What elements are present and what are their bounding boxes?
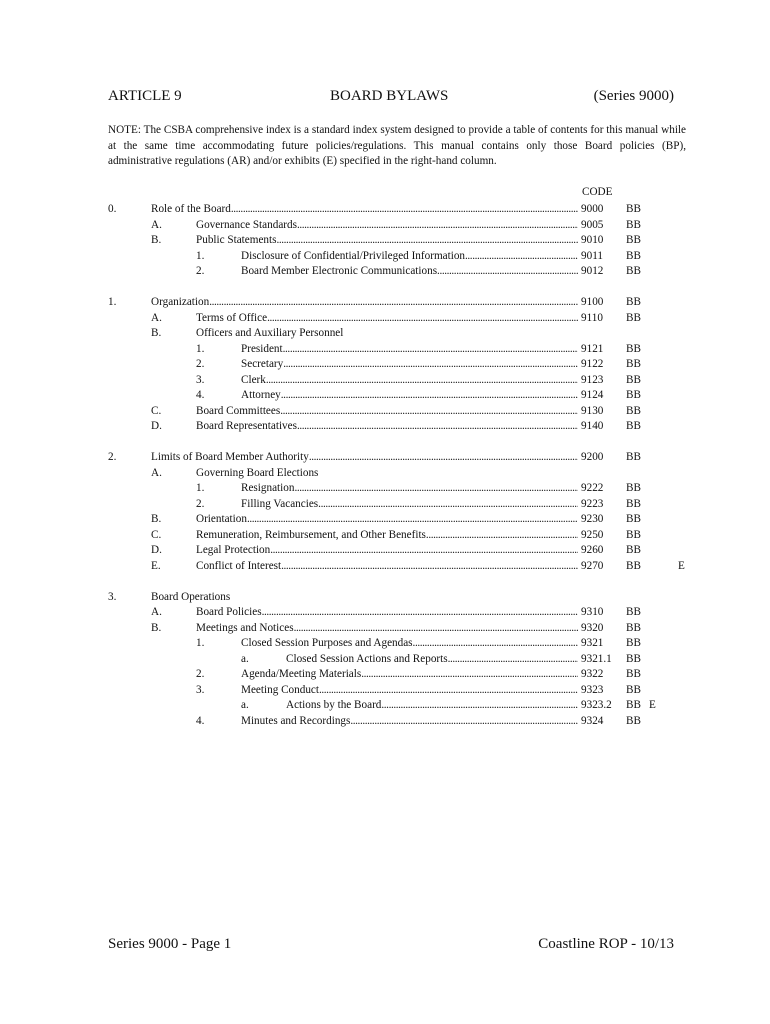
toc-entry (196, 512, 578, 528)
toc-row (108, 481, 708, 497)
entry-title: Actions by the Board (286, 699, 382, 711)
toc-section-row (108, 590, 708, 606)
toc-entry (241, 357, 578, 373)
item-label: 2. (196, 358, 205, 370)
entry-title: Governing Board Elections (196, 466, 319, 479)
toc-entry (151, 295, 578, 311)
toc-row (108, 404, 708, 420)
policy-code: 9230 (581, 513, 604, 525)
toc-section-row (108, 450, 708, 466)
entry-title: Limits of Board Member Authority (151, 451, 309, 463)
entry-title: Closed Session Actions and Reports (286, 652, 448, 665)
toc-entry (196, 543, 578, 559)
item-label: 1. (196, 637, 205, 649)
item-label: A. (151, 466, 162, 479)
entry-title: Closed Session Purposes and Agendas (241, 637, 413, 649)
policy-code: 9324 (581, 714, 604, 727)
toc-row (108, 342, 708, 358)
entry-title: Board Policies (196, 606, 262, 618)
policy-code: 9130 (581, 404, 604, 417)
bylaw-marker: BB (626, 234, 641, 246)
page-header (108, 88, 674, 110)
policy-code: 9010 (581, 234, 604, 246)
table-of-contents (108, 202, 708, 729)
entry-title: Attorney (241, 389, 281, 401)
policy-code: 9000 (581, 203, 604, 215)
toc-row (108, 698, 708, 714)
toc-entry (196, 621, 578, 637)
item-label: 2. (196, 265, 205, 277)
entry-title: Board Committees (196, 404, 281, 417)
bylaw-marker: BB (626, 358, 641, 370)
entry-title: Legal Protection (196, 544, 271, 556)
policy-code: 9123 (581, 373, 604, 386)
toc-entry (241, 342, 578, 358)
entry-title: Meeting Conduct (241, 683, 319, 696)
bylaw-marker: BB (626, 249, 641, 262)
entry-title: Minutes and Recordings (241, 714, 351, 727)
toc-entry (151, 450, 578, 466)
policy-code: 9320 (581, 621, 604, 634)
policy-code: 9270 (581, 559, 604, 572)
policy-code: 9321 (581, 637, 604, 649)
item-label: B. (151, 234, 162, 246)
item-label: A. (151, 606, 162, 618)
item-label: D. (151, 544, 162, 556)
toc-row (108, 652, 708, 668)
entry-title: Board Representatives (196, 420, 297, 432)
entry-title: Remuneration, Reimbursement, and Other Benefits (196, 528, 426, 541)
bylaw-marker: BB (626, 342, 641, 355)
toc-entry (241, 714, 578, 730)
entry-title: Officers and Auxiliary Personnel (196, 327, 344, 339)
item-label: 4. (196, 714, 205, 727)
toc-entry (241, 388, 578, 404)
item-label: B. (151, 621, 162, 634)
item-label: D. (151, 420, 162, 432)
policy-code: 9140 (581, 420, 604, 432)
item-label: 3. (196, 373, 205, 386)
toc-row (108, 683, 708, 699)
bylaw-marker: BB (626, 606, 641, 618)
policy-code: 9222 (581, 482, 604, 494)
bylaw-marker: BB (626, 497, 641, 510)
bylaw-marker: BB (626, 699, 641, 711)
article-label: ARTICLE 9 (108, 88, 182, 104)
toc-row (108, 326, 708, 342)
toc-row (108, 264, 708, 280)
policy-code: 9223 (581, 497, 604, 510)
bylaw-marker: BB (626, 714, 641, 727)
toc-entry (196, 233, 578, 249)
section-number: 1. (108, 296, 117, 308)
bylaw-marker: BB (626, 559, 641, 572)
series-label: (Series 9000) (593, 88, 674, 104)
toc-entry (196, 218, 578, 234)
policy-code: 9110 (581, 311, 603, 324)
footer-page-number: Series 9000 - Page 1 (108, 936, 232, 952)
toc-entry (241, 497, 578, 513)
bylaw-marker: BB (626, 652, 641, 665)
policy-code: 9323.2 (581, 699, 612, 711)
policy-code: 9100 (581, 296, 604, 308)
item-label: 1. (196, 249, 205, 262)
document-title: BOARD BYLAWS (330, 88, 449, 104)
toc-row (108, 233, 708, 249)
policy-code: 9121 (581, 342, 604, 355)
toc-entry (241, 264, 578, 280)
toc-entry (241, 481, 578, 497)
toc-row (108, 667, 708, 683)
entry-title: Clerk (241, 373, 266, 386)
section-number: 0. (108, 203, 117, 215)
bylaw-marker: BB (626, 482, 641, 494)
entry-title: Secretary (241, 358, 284, 370)
entry-title: Agenda/Meeting Materials (241, 668, 362, 680)
bylaw-marker: BB (626, 621, 641, 634)
bylaw-marker: BB (626, 404, 641, 417)
entry-title: Board Operations (151, 590, 231, 603)
entry-title: Public Statements (196, 234, 277, 246)
entry-title: Organization (151, 296, 210, 308)
policy-code: 9012 (581, 265, 604, 277)
item-label: a. (241, 699, 249, 711)
policy-code: 9124 (581, 389, 604, 401)
item-label: A. (151, 311, 162, 324)
entry-title: Orientation (196, 513, 247, 525)
toc-row (108, 249, 708, 265)
toc-section-row (108, 295, 708, 311)
policy-code: 9321.1 (581, 652, 612, 665)
toc-entry (196, 528, 578, 544)
toc-entry (241, 636, 578, 652)
bylaw-marker: BB (626, 544, 641, 556)
bylaw-marker: BB (626, 265, 641, 277)
policy-code: 9260 (581, 544, 604, 556)
item-label: 2. (196, 668, 205, 680)
toc-row (108, 466, 708, 482)
entry-title: Disclosure of Confidential/Privileged Information (241, 249, 466, 262)
item-label: 1. (196, 342, 205, 355)
toc-entry (196, 404, 578, 420)
toc-row (108, 528, 708, 544)
toc-entry (286, 698, 578, 714)
bylaw-marker: BB (626, 668, 641, 680)
toc-entry (241, 683, 578, 699)
toc-row (108, 543, 708, 559)
toc-row (108, 357, 708, 373)
bylaw-marker: BB (626, 451, 641, 463)
toc-row (108, 218, 708, 234)
section-number: 2. (108, 451, 117, 463)
bylaw-marker: BB (626, 389, 641, 401)
entry-title: Conflict of Interest (196, 559, 282, 572)
entry-title: Governance Standards (196, 218, 297, 231)
entry-title: Terms of Office (196, 311, 268, 324)
policy-code: 9322 (581, 668, 604, 680)
entry-title: Role of the Board (151, 203, 231, 215)
bylaw-marker: BB (626, 311, 641, 324)
bylaw-marker: BB (626, 218, 641, 231)
code-column-header: CODE (582, 186, 613, 198)
toc-row (108, 714, 708, 730)
toc-row (108, 419, 708, 435)
toc-entry (241, 249, 578, 265)
toc-entry (151, 202, 578, 218)
toc-row (108, 559, 708, 575)
item-label: B. (151, 513, 162, 525)
toc-row (108, 311, 708, 327)
policy-code: 9250 (581, 528, 604, 541)
bylaw-marker: BB (626, 203, 641, 215)
footer-revision: Coastline ROP - 10/13 (538, 936, 674, 952)
toc-entry (241, 667, 578, 683)
toc-entry (196, 311, 578, 327)
item-label: a. (241, 652, 249, 665)
item-label: C. (151, 528, 162, 541)
toc-row (108, 373, 708, 389)
toc-row (108, 497, 708, 513)
policy-code: 9310 (581, 606, 604, 618)
entry-title: Meetings and Notices (196, 621, 294, 634)
item-label: A. (151, 218, 162, 231)
bylaw-marker: BB (626, 637, 641, 649)
bylaw-marker: BB (626, 513, 641, 525)
bylaw-marker: BB (626, 683, 641, 696)
item-label: C. (151, 404, 162, 417)
item-label: 3. (196, 683, 205, 696)
toc-row (108, 621, 708, 637)
item-label: 1. (196, 482, 205, 494)
bylaw-marker: BB (626, 420, 641, 432)
intro-note: NOTE: The CSBA comprehensive index is a standard index system designed to provide a table of contents for this manual while at the same time accommodating future policies/regulations. This manual contains only those Board policies (BP), administrative regulations (AR) and/or exhibits (E) specified in the right-hand column. (108, 124, 686, 167)
toc-entry (241, 373, 578, 389)
exhibit-marker: E (649, 699, 656, 711)
toc-entry (196, 559, 578, 575)
entry-title: Filling Vacancies (241, 497, 319, 510)
item-label: B. (151, 327, 162, 339)
exhibit-marker: E (678, 559, 685, 572)
toc-row (108, 512, 708, 528)
item-label: 4. (196, 389, 205, 401)
section-number: 3. (108, 590, 117, 603)
policy-code: 9200 (581, 451, 604, 463)
policy-code: 9122 (581, 358, 604, 370)
toc-row (108, 388, 708, 404)
policy-code: 9011 (581, 249, 603, 262)
entry-title: Board Member Electronic Communications (241, 265, 438, 277)
bylaw-marker: BB (626, 528, 641, 541)
policy-code: 9323 (581, 683, 604, 696)
policy-code: 9005 (581, 218, 604, 231)
toc-entry (286, 652, 578, 668)
item-label: E. (151, 559, 161, 572)
toc-row (108, 636, 708, 652)
bylaw-marker: BB (626, 373, 641, 386)
entry-title: President (241, 342, 283, 355)
bylaw-marker: BB (626, 296, 641, 308)
toc-row (108, 605, 708, 621)
toc-section-row (108, 202, 708, 218)
toc-entry (196, 419, 578, 435)
item-label: 2. (196, 497, 205, 510)
toc-entry (196, 605, 578, 621)
entry-title: Resignation (241, 482, 295, 494)
